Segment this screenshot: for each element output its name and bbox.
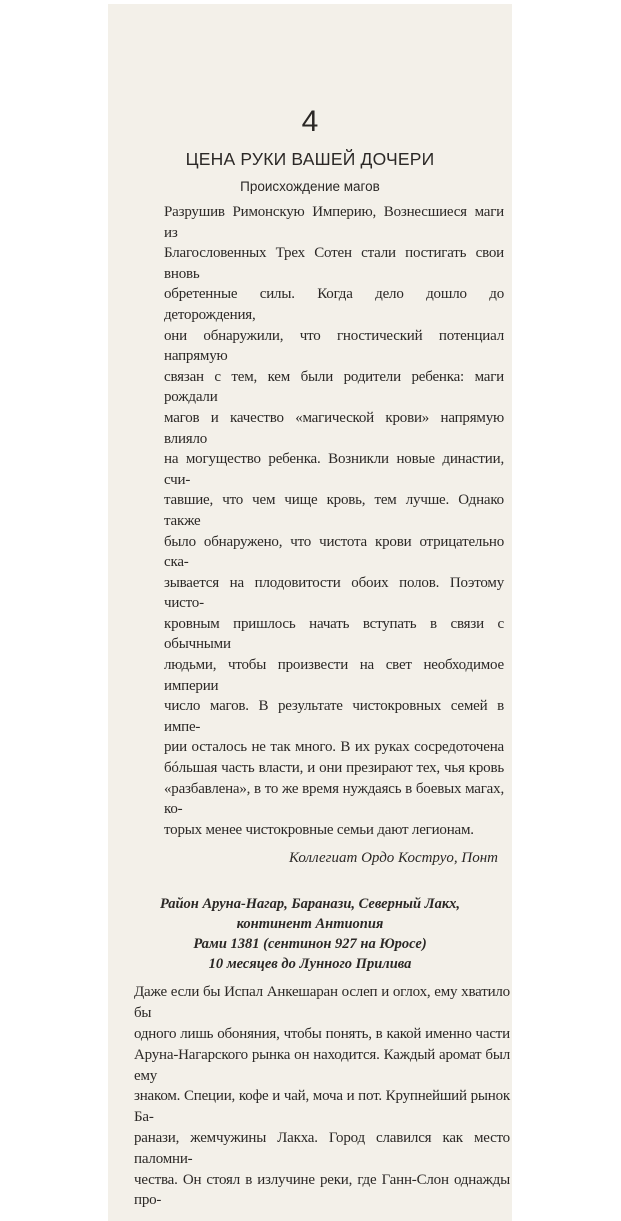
text-line: Разрушив Римонскую Империю, Вознесшиеся маги из [164,204,504,241]
text-line: тавшие, что чем чище кровь, тем лучше. Однако также [164,492,504,529]
book-page [108,4,512,1221]
text-line: обретенные силы. Когда дело дошло до деторождения, [164,286,504,323]
text-line: Район Аруна-Нагар, Баранази, Северный Лакх, [159,896,461,913]
text-line: ранази, жемчужины Лакха. Город славился как место паломни- [134,1129,510,1167]
text-line: торых менее чистокровные семьи дают легионам. [164,821,474,838]
text-line: людьми, чтобы произвести на свет необходимое империи [164,657,504,694]
chapter-number: 4 [301,105,319,138]
text-line: Аруна-Нагарского рынка он находится. Каждый аромат был ему [134,1046,510,1084]
epigraph-attribution: Коллегиат Ордо Коструо, Понт [289,850,498,867]
text-line: на могущество ребенка. Возникли новые династии, счи- [164,451,504,488]
text-line: одного лишь обоняния, чтобы понять, в какой именно части [134,1026,510,1042]
text-line: «разбавлена», в то же время нуждаясь в боевых магах, ко- [164,780,504,818]
text-line: было обнаружено, что чистота крови отрицательно ска- [164,533,504,571]
location-heading [108,894,512,974]
epigraph [164,202,504,840]
text-line: связан с тем, кем были родители ребенка: маги рождали [164,368,504,406]
text-line: они обнаружили, что гностический потенциал напрямую [164,327,504,365]
body-text [134,982,510,1211]
text-line: континент Антиопия [236,916,384,933]
text-line: зывается на плодовитости обоих полов. Поэтому чисто- [164,574,504,612]
text-line: чества. Он стоял в излучине реки, где Ганн-Слон однажды про- [134,1171,510,1209]
chapter-title: ЦЕНА РУКИ ВАШЕЙ ДОЧЕРИ [185,149,435,169]
text-line: Даже если бы Испал Анкешаран ослеп и оглох, ему хватило бы [134,984,510,1022]
text-line: магов и качество «магической крови» напрямую влияло [164,409,504,447]
text-line: Благословенных Трех Сотен стали постигать свои вновь [164,245,504,282]
text-line: 10 месяцев до Лунного Прилива [208,956,412,973]
text-line: Рами 1381 (сентинон 927 на Юросе) [193,936,427,953]
chapter-subtitle: Происхождение магов [240,179,380,194]
text-line: рии осталось не так много. В их руках сосредоточена [164,739,504,756]
text-line: число магов. В результате чистокровных семей в импе- [164,698,504,735]
text-line: знаком. Специи, кофе и чай, моча и пот. Крупнейший рынок Ба- [134,1088,510,1126]
text-line: кровным пришлось начать вступать в связи с обычными [164,615,504,653]
text-line: бóльшая часть власти, и они презирают тех, чья кровь [164,760,504,777]
